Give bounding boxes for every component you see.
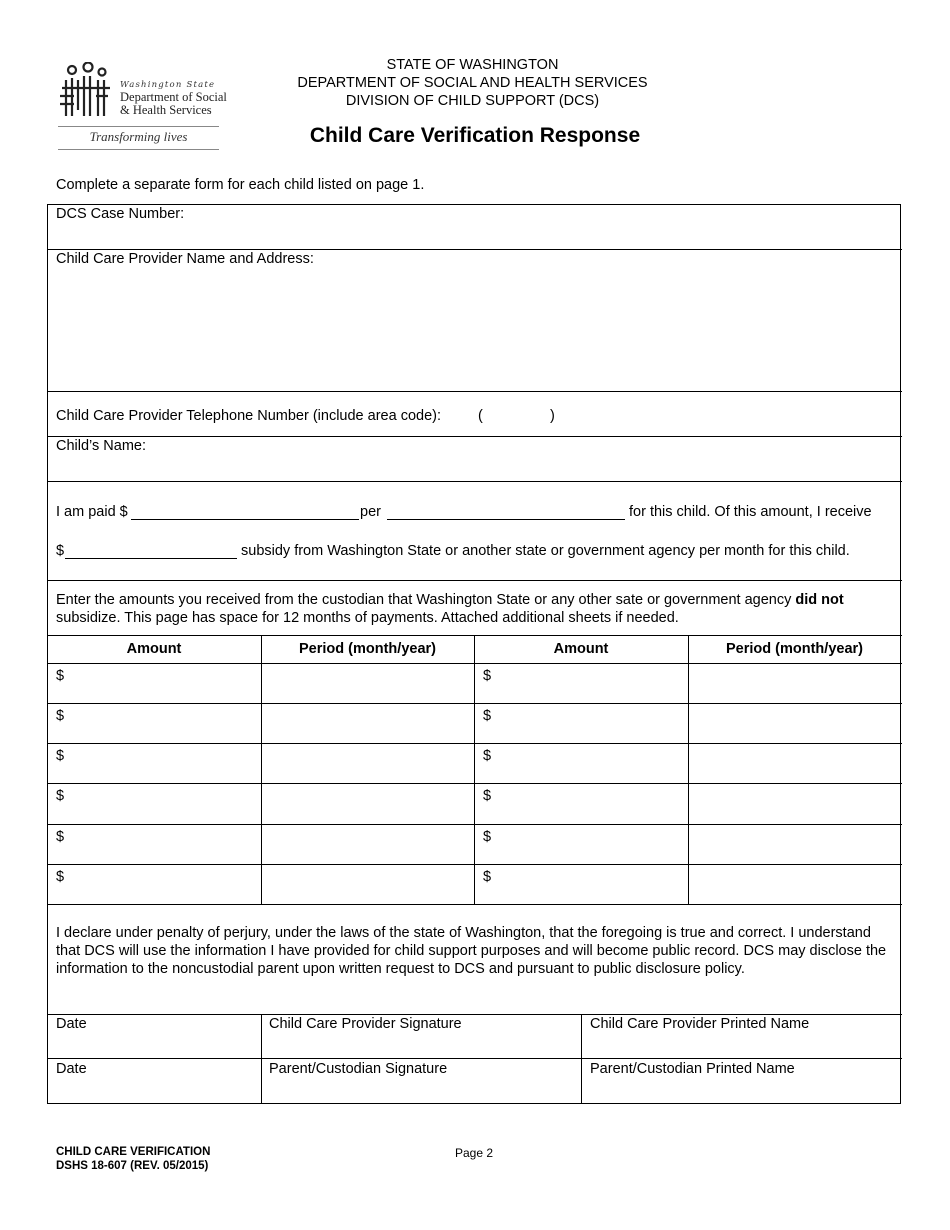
header-period-1: Period (month/year) xyxy=(299,641,436,657)
instructions-bold: did not xyxy=(795,592,844,608)
logo-department-text xyxy=(120,91,230,117)
paid-amount-field[interactable] xyxy=(131,504,359,520)
intro-text: Complete a separate form for each child listed on page 1. xyxy=(56,177,425,193)
phone-paren-open: ( xyxy=(478,408,483,424)
dollar-sign: $ xyxy=(483,869,492,885)
amount-field[interactable] xyxy=(48,865,260,904)
logo-line-3: & Health Services xyxy=(120,103,212,117)
logo-state-text: Washington State xyxy=(120,80,216,90)
provider-printed-name-label: Child Care Provider Printed Name xyxy=(590,1016,810,1032)
provider-phone-field[interactable] xyxy=(490,404,780,428)
page-number: Page 2 xyxy=(455,1146,494,1160)
divider xyxy=(47,481,902,482)
phone-paren-close: ) xyxy=(550,408,555,424)
period-field[interactable] xyxy=(262,664,473,703)
provider-date-field[interactable] xyxy=(48,1036,260,1057)
paid-label: I am paid $ xyxy=(56,504,128,520)
period-field[interactable] xyxy=(689,784,900,824)
child-name-field[interactable] xyxy=(48,458,900,480)
amount-field[interactable] xyxy=(475,664,687,703)
provider-signature-field[interactable] xyxy=(262,1036,580,1057)
logo-divider xyxy=(58,126,219,127)
parent-printed-name-label: Parent/Custodian Printed Name xyxy=(590,1061,795,1077)
dollar-sign: $ xyxy=(56,869,65,885)
divider xyxy=(47,436,902,437)
dollar-sign: $ xyxy=(483,829,492,845)
header-department: DEPARTMENT OF SOCIAL AND HEALTH SERVICES xyxy=(297,75,648,91)
case-number-label: DCS Case Number: xyxy=(56,206,185,222)
divider xyxy=(47,580,902,581)
header-division: DIVISION OF CHILD SUPPORT (DCS) xyxy=(345,93,600,109)
amount-field[interactable] xyxy=(48,704,260,743)
period-field[interactable] xyxy=(262,704,473,743)
amount-field[interactable] xyxy=(48,744,260,783)
amount-field[interactable] xyxy=(475,865,687,904)
logo-divider-bottom xyxy=(58,149,219,150)
amount-field[interactable] xyxy=(475,704,687,743)
form-number: DSHS 18-607 (REV. 05/2015) xyxy=(56,1160,209,1172)
provider-printed-name-field[interactable] xyxy=(582,1036,900,1057)
dollar-sign: $ xyxy=(483,708,492,724)
for-this-child-label: for this child. Of this amount, I receive xyxy=(629,504,872,520)
logo-line-2: Department of Social xyxy=(120,90,227,104)
instructions-text xyxy=(56,591,888,627)
amount-field[interactable] xyxy=(48,784,260,824)
period-field[interactable] xyxy=(689,865,900,904)
form-name: CHILD CARE VERIFICATION xyxy=(56,1146,211,1158)
period-field[interactable] xyxy=(262,825,473,864)
period-field[interactable] xyxy=(262,865,473,904)
page-title: Child Care Verification Response xyxy=(309,124,641,147)
dollar-sign: $ xyxy=(56,748,65,764)
header-amount-1: Amount xyxy=(126,641,182,657)
period-field[interactable] xyxy=(262,744,473,783)
subsidy-amount-field[interactable] xyxy=(65,543,237,559)
parent-signature-field[interactable] xyxy=(262,1080,580,1102)
period-field[interactable] xyxy=(689,664,900,703)
provider-name-address-label: Child Care Provider Name and Address: xyxy=(56,251,314,267)
provider-name-address-field[interactable] xyxy=(48,272,900,390)
dollar-sign: $ xyxy=(56,829,65,845)
parent-signature-label: Parent/Custodian Signature xyxy=(269,1061,448,1077)
date-label-parent: Date xyxy=(56,1061,87,1077)
instructions-part-1: Enter the amounts you received from the custodian that Washington State or any other sate or government agency xyxy=(56,592,796,608)
provider-phone-label: Child Care Provider Telephone Number (include area code): xyxy=(56,408,441,424)
per-label: per xyxy=(360,504,381,520)
subsidy-dollar-label: $ xyxy=(56,543,65,559)
provider-signature-label: Child Care Provider Signature xyxy=(269,1016,462,1032)
dollar-sign: $ xyxy=(483,668,492,684)
header-period-2: Period (month/year) xyxy=(726,641,863,657)
parent-date-field[interactable] xyxy=(48,1080,260,1102)
amount-field[interactable] xyxy=(48,664,260,703)
logo-tagline: Transforming lives xyxy=(89,129,188,144)
dollar-sign: $ xyxy=(56,788,65,804)
per-period-field[interactable] xyxy=(387,504,625,520)
header-state: STATE OF WASHINGTON xyxy=(386,57,559,73)
divider xyxy=(47,249,902,250)
subsidy-label: subsidy from Washington State or another state or government agency per month for this child. xyxy=(241,543,850,559)
period-field[interactable] xyxy=(262,784,473,824)
dollar-sign: $ xyxy=(56,668,65,684)
declaration-text: I declare under penalty of perjury, under the laws of the state of Washington, that the foregoing is true and correct. I understand that DCS will use the information I have provided for child support purposes and will become public record. DCS may disclose the information to the noncustodial parent upon written request to DCS and pursuant to public disclosure policy. xyxy=(56,925,887,977)
amount-field[interactable] xyxy=(475,744,687,783)
child-name-label: Child’s Name: xyxy=(56,438,146,454)
divider xyxy=(47,904,902,905)
dollar-sign: $ xyxy=(56,708,65,724)
period-field[interactable] xyxy=(689,825,900,864)
amount-field[interactable] xyxy=(475,784,687,824)
header-amount-2: Amount xyxy=(553,641,609,657)
divider xyxy=(47,391,902,392)
divider xyxy=(47,1058,902,1059)
dollar-sign: $ xyxy=(483,748,492,764)
period-field[interactable] xyxy=(689,744,900,783)
case-number-field[interactable] xyxy=(48,226,900,248)
instructions-part-2: subsidize. This page has space for 12 months of payments. Attached additional sheets if needed. xyxy=(56,610,679,626)
amount-field[interactable] xyxy=(475,825,687,864)
date-label-provider: Date xyxy=(56,1016,87,1032)
divider xyxy=(47,1014,902,1015)
period-field[interactable] xyxy=(689,704,900,743)
amount-field[interactable] xyxy=(48,825,260,864)
dollar-sign: $ xyxy=(483,788,492,804)
parent-printed-name-field[interactable] xyxy=(582,1080,900,1102)
